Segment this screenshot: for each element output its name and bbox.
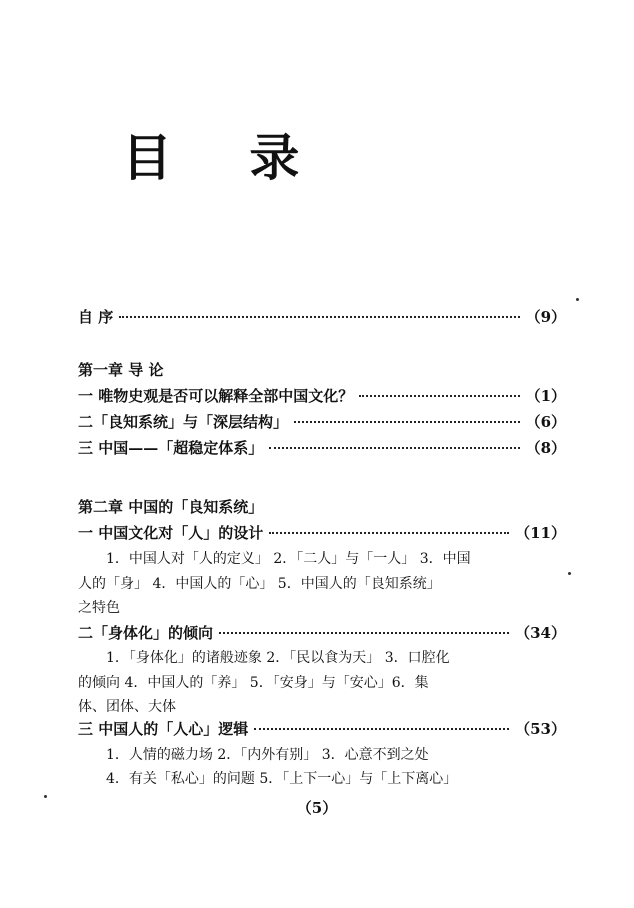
toc-entry	[78, 522, 566, 543]
subsection-line: 之特色	[78, 600, 120, 616]
scan-speck	[44, 795, 47, 798]
subsection-line: 人的「身」 4．中国人的「心」 5．中国人的「良知系统」	[78, 576, 441, 592]
dot-leader	[119, 316, 519, 318]
entry-label: 一 中国文化对「人」的设计	[78, 524, 264, 542]
entry-label: 三 中国人的「人心」逻辑	[78, 720, 249, 738]
toc-entry-preface	[78, 306, 566, 327]
dot-leader	[294, 421, 520, 423]
toc-entry	[78, 718, 566, 739]
entry-label: 一 唯物史观是否可以解释全部中国文化？	[78, 387, 354, 405]
entry-page: （8）	[525, 439, 566, 457]
chapter2-heading: 第二章 中国的「良知系统」	[78, 498, 264, 516]
entry-page: （6）	[525, 413, 566, 431]
page-title: 目 录	[122, 129, 330, 187]
subsection-line: 体、团体、大体	[78, 699, 176, 715]
page-number: （5）	[296, 799, 338, 817]
entry-page: （1）	[525, 387, 566, 405]
entry-page: （11）	[515, 524, 566, 542]
entry-label: 二「良知系统」与「深层结构」	[78, 413, 289, 431]
entry-page: （34）	[515, 624, 566, 642]
dot-leader	[254, 728, 509, 730]
entry-label: 自 序	[78, 308, 114, 326]
subsection-line: 1．人情的磁力场 2．「内外有别」 3．心意不到之处	[106, 747, 429, 763]
toc-entry	[78, 411, 566, 432]
entry-label: 三 中国——「超稳定体系」	[78, 439, 264, 457]
dot-leader	[359, 395, 519, 397]
chapter1-heading: 第一章 导 论	[78, 361, 164, 379]
entry-page: （53）	[515, 720, 566, 738]
entry-label: 二「身体化」的倾向	[78, 624, 214, 642]
subsection-line: 1．「身体化」的诸般迹象 2．「民以食为天」 3．口腔化	[106, 650, 450, 666]
toc-entry	[78, 622, 566, 643]
dot-leader	[269, 447, 519, 449]
subsection-line: 1．中国人对「人的定义」 2．「二人」与「一人」 3．中国	[106, 551, 471, 567]
entry-page: （9）	[525, 308, 566, 326]
scan-speck	[568, 572, 571, 575]
dot-leader	[219, 632, 509, 634]
scan-speck	[576, 298, 579, 301]
toc-entry	[78, 437, 566, 458]
dot-leader	[269, 532, 509, 534]
subsection-line: 的倾向 4．中国人的「养」 5．「安身」与「安心」6．集	[78, 675, 429, 691]
toc-entry	[78, 385, 566, 406]
subsection-line: 4．有关「私心」的问题 5．「上下一心」与「上下离心」	[106, 771, 458, 787]
